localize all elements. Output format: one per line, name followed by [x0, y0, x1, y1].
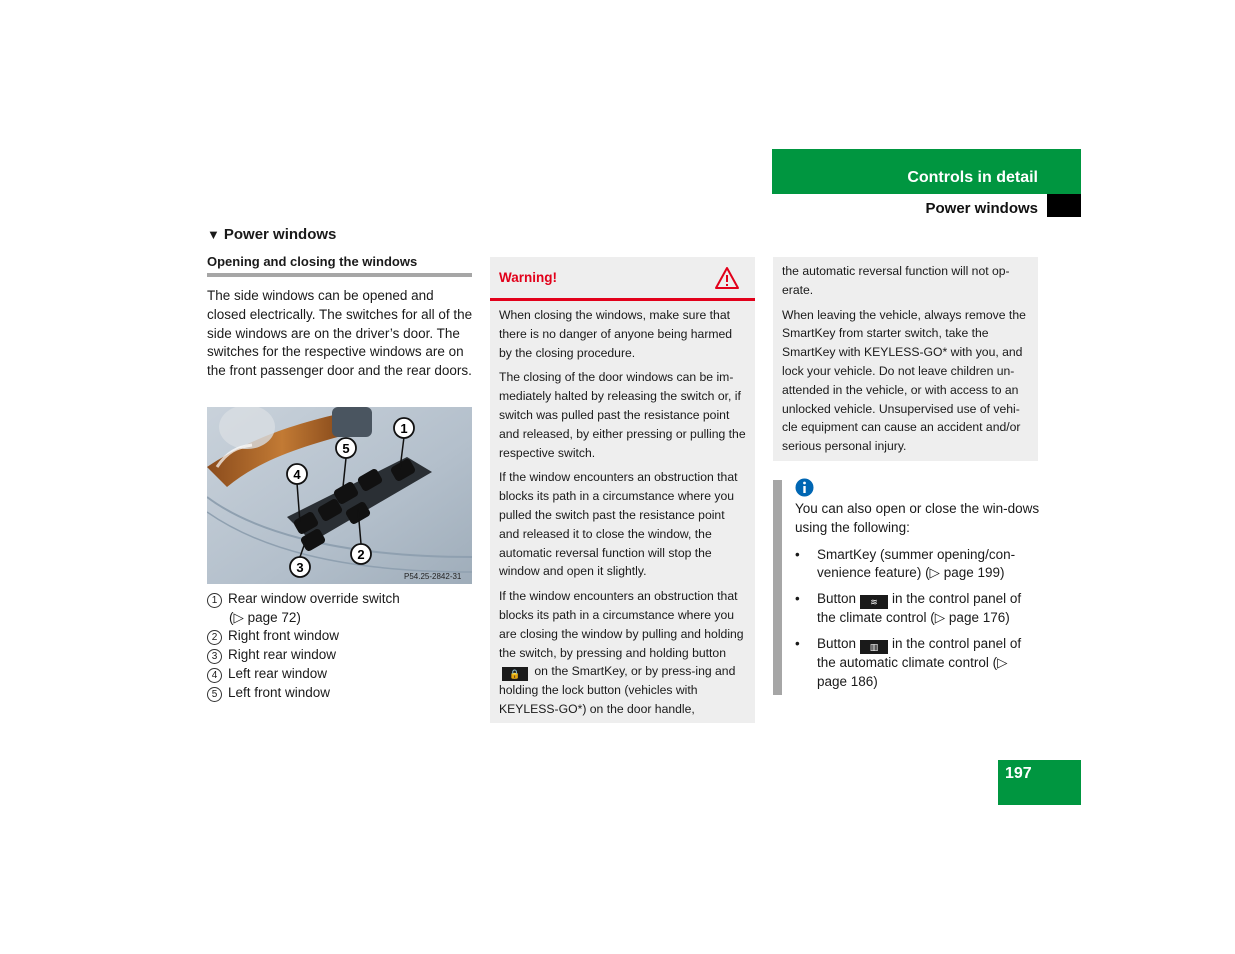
- bullet-text: SmartKey (summer opening/con-venience feature) (▷ page 199): [817, 546, 1016, 581]
- info-intro: You can also open or close the win-dows using the following:: [795, 501, 1040, 535]
- svg-text:1: 1: [400, 421, 408, 436]
- legend-number: 3: [207, 649, 222, 664]
- warning-paragraph: The closing of the door windows can be im-mediately halted by releasing the switch or, if switch was pulled past the resistance point and released, by either pressing or pulling the respective switch.: [499, 370, 746, 460]
- info-side-bar: [773, 480, 782, 695]
- bullet-text: in the control panel of the automatic climate control (▷ page 186): [817, 635, 1022, 689]
- info-bullet: • Button ▥ in the control panel of the automatic climate control (▷ page 186): [795, 635, 1022, 689]
- legend-text: Left front window: [228, 684, 331, 700]
- warning-triangle-icon: [714, 266, 740, 290]
- legend-text: Rear window override switch: [228, 591, 400, 606]
- legend-item: [207, 590, 475, 609]
- legend-item: [207, 646, 475, 665]
- subtitle-rule: [207, 273, 472, 277]
- triangle-bullet-icon: ▼: [207, 227, 220, 242]
- defrost-icon: ▥: [860, 640, 888, 654]
- warning-label: Warning!: [499, 270, 557, 285]
- bullet-text: Button: [817, 591, 857, 607]
- page-number: 197: [1005, 765, 1032, 782]
- continuation-paragraph: When leaving the vehicle, always remove the SmartKey from starter switch, take the SmartKey with KEYLESS-GO* with you, and lock your vehicle. Do not leave children un-attended in the vehicle, or with access to an unlocked vehicle. Unsupervised use of vehi-cle equipment can cause an accident and/or serious personal injury.: [782, 307, 1026, 454]
- info-icon: [795, 478, 814, 497]
- lock-icon: 🔒: [502, 667, 528, 681]
- warning-paragraph: When closing the windows, make sure that there is no danger of anyone being harmed by the closing procedure.: [499, 308, 733, 360]
- legend-item: [207, 684, 475, 703]
- svg-text:2: 2: [357, 547, 365, 562]
- bullet-text: Button: [817, 635, 857, 651]
- warning-paragraph: If the window encounters an obstruction that blocks its path in a circumstance where you pulled the switch past the resistance point and released it to close the window, the automatic reversal function will stop the window and open it slightly.: [499, 470, 738, 579]
- svg-text:5: 5: [342, 441, 350, 456]
- subsection-title: Opening and closing the windows: [207, 254, 418, 269]
- callout-3: [290, 557, 310, 577]
- ventilation-icon: ≋: [860, 595, 888, 609]
- callout-2: [351, 544, 371, 564]
- legend-number: 1: [207, 593, 222, 608]
- legend-number: 5: [207, 687, 222, 702]
- bullet-text: in the control panel of the climate control (▷ page 176): [817, 591, 1022, 626]
- section-title-text: Power windows: [223, 226, 337, 243]
- warning-paragraph: [499, 587, 747, 719]
- header-marker: [1047, 194, 1081, 217]
- svg-text:3: 3: [296, 560, 304, 575]
- section-title: [207, 226, 336, 243]
- warning-continuation-text: [782, 262, 1032, 462]
- callout-4: [287, 464, 307, 484]
- callout-5: [336, 438, 356, 458]
- window-switch-photo: [207, 407, 472, 584]
- legend-number: 2: [207, 630, 222, 645]
- legend-page-ref: (▷ page 72): [229, 609, 301, 625]
- section-header: Power windows: [925, 200, 1038, 217]
- legend-item: [207, 627, 475, 646]
- legend-text: Right rear window: [228, 647, 337, 663]
- continuation-paragraph: the automatic reversal function will not op-erate.: [782, 264, 1010, 297]
- warning-text: [499, 306, 747, 725]
- callout-1: [394, 418, 414, 438]
- figure-code: P54.25-2842-31: [404, 572, 462, 581]
- legend-number: 4: [207, 668, 222, 683]
- warning-text-part: on the SmartKey, or by press-ing and holding the lock button (vehicles with KEYLESS-GO*) on the door handle,: [499, 664, 736, 717]
- legend-text: Right front window: [228, 628, 340, 644]
- chapter-title: Controls in detail: [907, 169, 1038, 186]
- info-text: [795, 500, 1041, 699]
- intro-text: The side windows can be opened and closed electrically. The switches for all of the side windows are on the driver’s door. The switches for the respective windows are on the front passenger door and the rear doors.: [207, 288, 473, 379]
- svg-text:4: 4: [293, 467, 301, 482]
- legend-text: Left rear window: [228, 665, 328, 681]
- warning-rule: [490, 298, 755, 301]
- figure-legend: [207, 590, 475, 702]
- info-bullet: • SmartKey (summer opening/con-venience feature) (▷ page 199): [795, 546, 1041, 584]
- legend-item: [207, 665, 475, 684]
- info-bullet: • Button ≋ in the control panel of the climate control (▷ page 176): [795, 591, 1022, 626]
- warning-text-part: If the window encounters an obstruction that blocks its path in a circumstance where you are closing the window by pulling and holding the switch, by pressing and holding button: [499, 589, 744, 660]
